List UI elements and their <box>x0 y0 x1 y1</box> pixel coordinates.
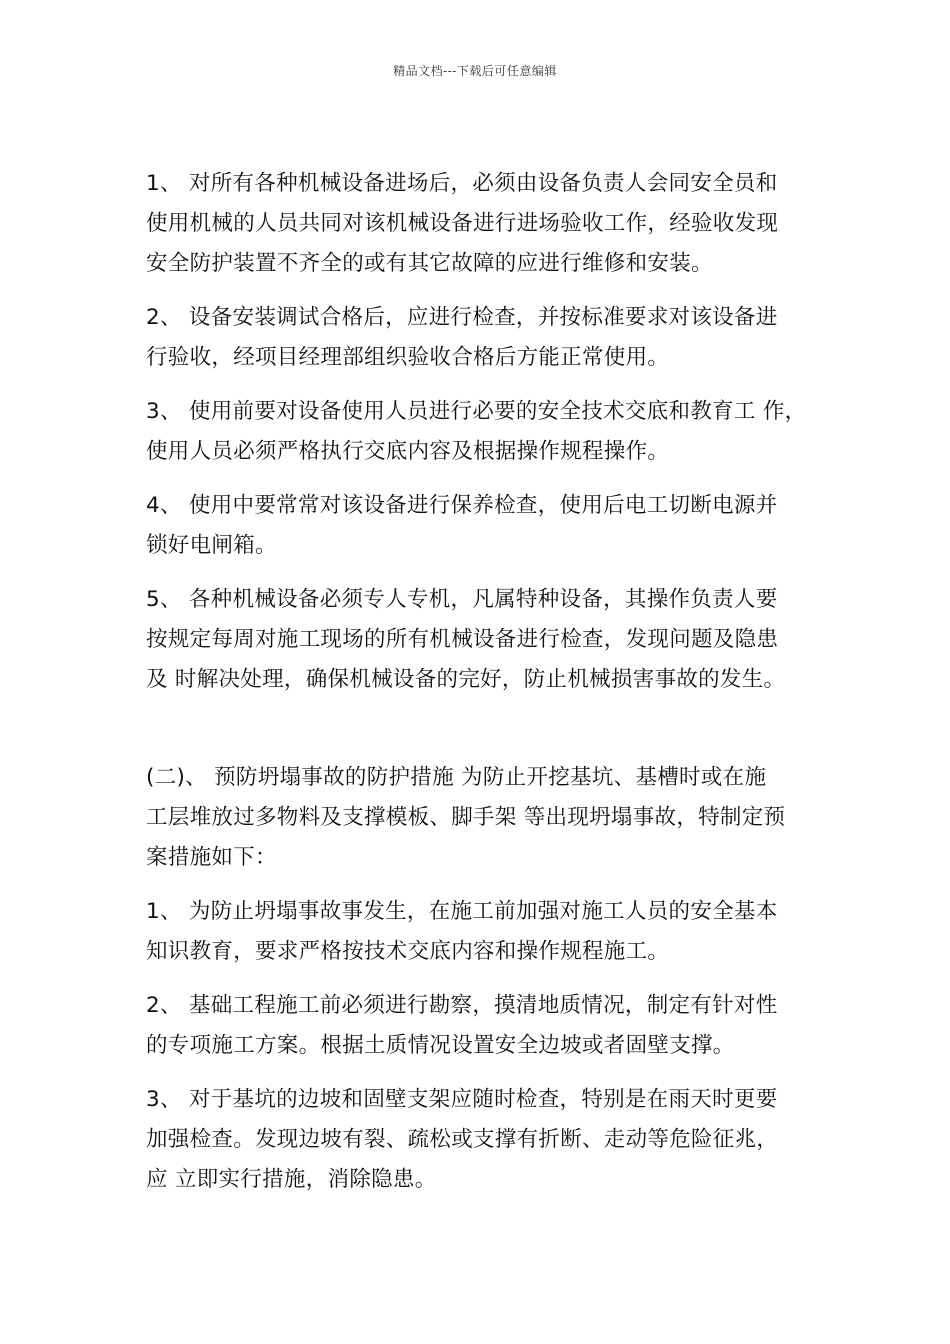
text-line: 2、 设备安装调试合格后，应进行检查，并按标准要求对该设备进 <box>146 305 778 330</box>
text-line: 使用机械的人员共同对该机械设备进行进场验收工作，经验收发现 <box>146 211 779 236</box>
paragraph-machine-5 <box>146 580 826 700</box>
text-line: 的专项施工方案。根据土质情况设置安全边坡或者固壁支撑。 <box>146 1033 735 1058</box>
paragraph-machine-1 <box>146 164 826 284</box>
document-body <box>146 164 826 1200</box>
text-line: 2、 基础工程施工前必须进行勘察，摸清地质情况，制定有针对性 <box>146 993 778 1018</box>
text-line: 及 时解决处理，确保机械设备的完好，防止机械损害事故的发生。 <box>146 667 786 692</box>
text-line: 4、 使用中要常常对该设备进行保养检查，使用后电工切断电源并 <box>146 493 778 518</box>
section-heading-collapse-prevention <box>146 758 826 878</box>
text-line: 行验收，经项目经理部组织验收合格后方能正常使用。 <box>146 345 670 370</box>
text-line: 应 立即实行措施，消除隐患。 <box>146 1167 437 1192</box>
text-line: 锁好电闸箱。 <box>146 533 277 558</box>
text-line: 5、 各种机械设备必须专人专机，凡属特种设备，其操作负责人要 <box>146 587 778 612</box>
paragraph-machine-3 <box>146 392 826 472</box>
text-line: 1、 为防止坍塌事故事发生，在施工前加强对施工人员的安全基本 <box>146 899 778 924</box>
paragraph-collapse-1 <box>146 892 826 972</box>
text-line: 案措施如下： <box>146 845 277 870</box>
text-line: 工层堆放过多物料及支撑模板、脚手架 等出现坍塌事故，特制定预 <box>146 805 786 830</box>
text-line: 1、 对所有各种机械设备进场后，必须由设备负责人会同安全员和 <box>146 171 778 196</box>
text-line: (二)、 预防坍塌事故的防护措施 为防止开挖基坑、基槽时或在施 <box>146 765 767 790</box>
paragraph-collapse-3 <box>146 1080 826 1200</box>
page-header: 精品文档---下载后可任意编辑 <box>393 64 557 78</box>
paragraph-machine-2 <box>146 298 826 378</box>
text-line: 按规定每周对施工现场的所有机械设备进行检查，发现问题及隐患 <box>146 627 779 652</box>
paragraph-machine-4 <box>146 486 826 566</box>
text-line: 3、 对于基坑的边坡和固壁支架应随时检查，特别是在雨天时更要 <box>146 1087 778 1112</box>
text-line: 3、 使用前要对设备使用人员进行必要的安全技术交底和教育工 作， <box>146 399 807 424</box>
text-line: 加强检查。发现边坡有裂、疏松或支撑有折断、走动等危险征兆， <box>146 1127 779 1152</box>
text-line: 知识教育，要求严格按技术交底内容和操作规程施工。 <box>146 939 670 964</box>
text-line: 安全防护装置不齐全的或有其它故障的应进行维修和安装。 <box>146 251 713 276</box>
text-line: 使用人员必须严格执行交底内容及根据操作规程操作。 <box>146 439 670 464</box>
paragraph-collapse-2 <box>146 986 826 1066</box>
